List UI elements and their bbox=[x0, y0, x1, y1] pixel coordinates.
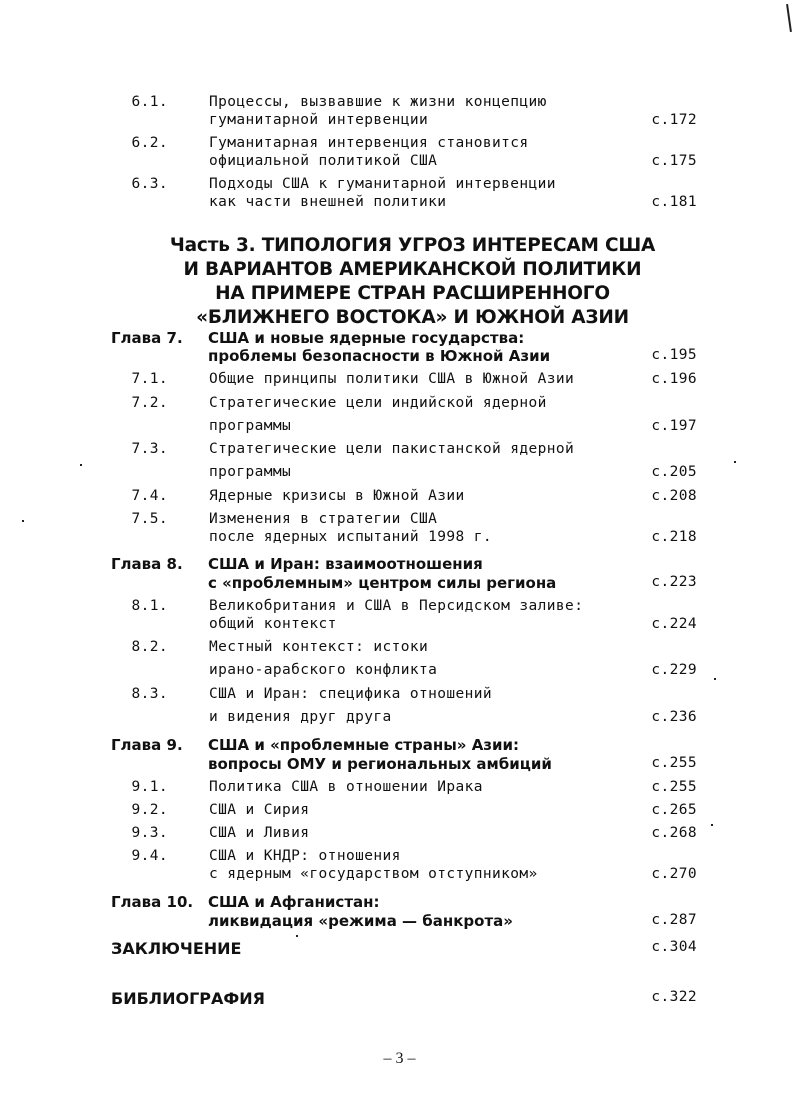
chapter-title-cont: ликвидация «режима — банкрота» bbox=[208, 912, 513, 930]
section-number: 9.4. bbox=[131, 848, 168, 864]
scan-speck bbox=[80, 464, 82, 466]
chapter-title: США и Иран: взаимоотношения bbox=[208, 555, 483, 573]
page-ref: с.255 bbox=[651, 755, 697, 771]
page-ref: с.218 bbox=[651, 529, 697, 545]
section-number: 7.1. bbox=[131, 371, 168, 387]
section-title-cont: и видения друг друга bbox=[209, 709, 392, 725]
part-title-line: «БЛИЖНЕГО ВОСТОКА» И ЮЖНОЙ АЗИИ bbox=[196, 307, 629, 328]
chapter-label: Глава 9. bbox=[111, 736, 183, 754]
section-number: 6.2. bbox=[131, 135, 168, 151]
section-title: Общие принципы политики США в Южной Азии bbox=[209, 371, 575, 387]
section-number: 8.2. bbox=[131, 639, 168, 655]
chapter-title: США и новые ядерные государства: bbox=[208, 329, 525, 347]
page-ref: с.229 bbox=[651, 662, 697, 678]
section-number: 9.3. bbox=[131, 825, 168, 841]
section-title-cont: общий контекст bbox=[209, 616, 337, 632]
section-title: Стратегические цели пакистанской ядерной bbox=[209, 441, 575, 457]
section-title: США и Ливия bbox=[209, 825, 310, 841]
page-ref: с.205 bbox=[651, 464, 697, 480]
chapter-label: Глава 8. bbox=[111, 555, 183, 573]
scan-mark bbox=[786, 4, 792, 32]
section-title: Местный контекст: истоки bbox=[209, 639, 429, 655]
section-title: США и Сирия bbox=[209, 802, 310, 818]
page-ref: с.268 bbox=[651, 825, 697, 841]
section-title: Гуманитарная интервенция становится bbox=[209, 135, 529, 151]
section-number: 6.1. bbox=[131, 94, 168, 110]
section-title: Подходы США к гуманитарной интервенции bbox=[209, 176, 556, 192]
chapter-label: Глава 7. bbox=[111, 329, 183, 347]
section-title: США и Иран: специфика отношений bbox=[209, 686, 493, 702]
page-ref: с.265 bbox=[651, 802, 697, 818]
chapter-title-cont: вопросы ОМУ и региональных амбиций bbox=[208, 755, 552, 773]
section-title-cont: программы bbox=[209, 418, 292, 434]
page-ref: с.197 bbox=[651, 418, 697, 434]
section-title-cont: после ядерных испытаний 1998 г. bbox=[209, 529, 493, 545]
chapter-title-cont: проблемы безопасности в Южной Азии bbox=[208, 347, 551, 365]
page-ref: с.175 bbox=[651, 153, 697, 169]
page-ref: с.304 bbox=[651, 939, 697, 955]
section-title: Ядерные кризисы в Южной Азии bbox=[209, 488, 465, 504]
scan-speck bbox=[734, 461, 736, 463]
part-title-line: И ВАРИАНТОВ АМЕРИКАНСКОЙ ПОЛИТИКИ bbox=[183, 259, 642, 280]
chapter-label: Глава 10. bbox=[111, 893, 194, 911]
page-ref: с.224 bbox=[651, 616, 697, 632]
section-title: Процессы, вызвавшие к жизни концепцию bbox=[209, 94, 547, 110]
section-title-cont: как части внешней политики bbox=[209, 194, 447, 210]
page-number: – 3 – bbox=[383, 1050, 416, 1067]
page-ref: с.195 bbox=[651, 347, 697, 363]
chapter-title-cont: с «проблемным» центром силы региона bbox=[208, 574, 557, 592]
part-title bbox=[150, 234, 675, 330]
chapter-title: США и «проблемные страны» Азии: bbox=[208, 736, 520, 754]
page-ref: с.181 bbox=[651, 194, 697, 210]
scan-speck bbox=[296, 935, 298, 937]
page-ref: с.172 bbox=[651, 112, 697, 128]
page-ref: с.270 bbox=[651, 866, 697, 882]
section-title-cont: официальной политикой США bbox=[209, 153, 438, 169]
scan-speck bbox=[714, 678, 716, 680]
section-title: Стратегические цели индийской ядерной bbox=[209, 395, 547, 411]
chapter-title: США и Афганистан: bbox=[208, 893, 380, 911]
section-title: Изменения в стратегии США bbox=[209, 511, 438, 527]
scan-speck bbox=[22, 520, 24, 522]
section-number: 8.1. bbox=[131, 598, 168, 614]
page-ref: с.287 bbox=[651, 912, 697, 928]
section-number: 7.2. bbox=[131, 395, 168, 411]
section-title: США и КНДР: отношения bbox=[209, 848, 401, 864]
part-title-line: Часть 3. ТИПОЛОГИЯ УГРОЗ ИНТЕРЕСАМ США bbox=[169, 235, 656, 256]
page-ref: с.322 bbox=[651, 989, 697, 1005]
part-title-line: НА ПРИМЕРЕ СТРАН РАСШИРЕННОГО bbox=[215, 283, 610, 304]
page-ref: с.255 bbox=[651, 779, 697, 795]
conclusion-heading: ЗАКЛЮЧЕНИЕ bbox=[111, 939, 242, 958]
page-ref: с.223 bbox=[651, 574, 697, 590]
section-title-cont: гуманитарной интервенции bbox=[209, 112, 429, 128]
section-number: 9.2. bbox=[131, 802, 168, 818]
page-ref: с.196 bbox=[651, 371, 697, 387]
section-number: 7.5. bbox=[131, 511, 168, 527]
section-number: 6.3. bbox=[131, 176, 168, 192]
section-title-cont: с ядерным «государством отступником» bbox=[209, 866, 538, 882]
section-title-cont: программы bbox=[209, 464, 292, 480]
scan-speck bbox=[711, 824, 713, 826]
page-ref: с.208 bbox=[651, 488, 697, 504]
bibliography-heading: БИБЛИОГРАФИЯ bbox=[111, 989, 265, 1008]
section-number: 9.1. bbox=[131, 779, 168, 795]
section-title-cont: ирано-арабского конфликта bbox=[209, 662, 438, 678]
section-title: Великобритания и США в Персидском заливе: bbox=[209, 598, 584, 614]
section-number: 7.4. bbox=[131, 488, 168, 504]
page-ref: с.236 bbox=[651, 709, 697, 725]
section-title: Политика США в отношении Ирака bbox=[209, 779, 483, 795]
section-number: 7.3. bbox=[131, 441, 168, 457]
section-number: 8.3. bbox=[131, 686, 168, 702]
